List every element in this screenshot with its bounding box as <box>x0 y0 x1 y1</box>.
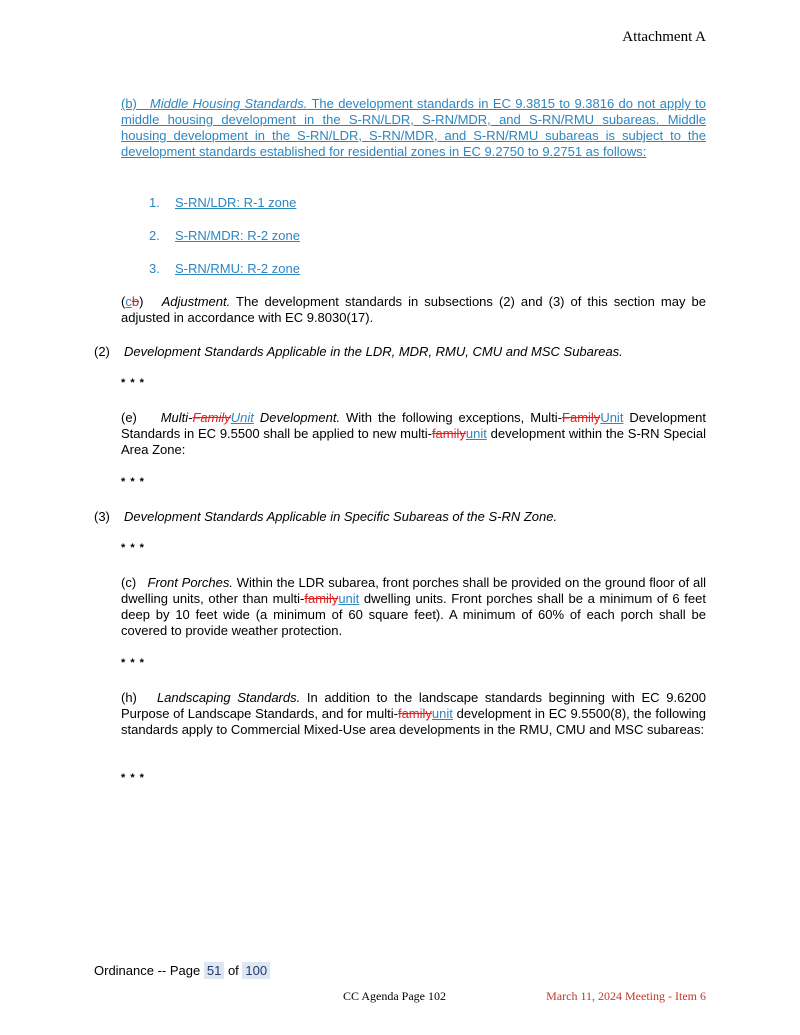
paragraph-h: (h) Landscaping Standards. In addition to the landscape standards beginning with EC 9.6200 Purpose of Landscape Standards, and for multi-familyunit development in EC 9.5500(8), the following standards apply to Commercial Mixed-Use area developments in the RMU, CMU and MSC subareas: <box>121 690 706 737</box>
attachment-label: Attachment A <box>622 29 706 45</box>
paragraph-c-adjustment: (cb) Adjustment. The development standards in subsections (2) and (3) of this section may be adjusted in accordance with EC 9.8030(17). <box>121 294 706 325</box>
paragraph-h-title: Landscaping Standards. <box>156 690 301 705</box>
list-item: 3. S-RN/RMU: R-2 zone <box>149 261 300 276</box>
paragraph-e-title: Multi-FamilyUnit Development. <box>160 410 341 425</box>
omission-stars: * * * <box>121 657 145 669</box>
paragraph-c-title: Adjustment. <box>161 294 231 309</box>
paragraph-b-title: Middle Housing Standards. <box>149 96 308 111</box>
omission-stars: * * * <box>121 772 145 784</box>
paragraph-b-text: The development standards in EC 9.3815 to 9.3816 do not apply to middle housing development in the S-RN/LDR, S-RN/MDR, and S-RN/RMU subareas. Middle housing development in the S-RN/LDR, S-RN/MDR, and S-RN/RMU subareas is subject to the development standards established for residential zones in EC 9.2750 to 9.2751 as follows: <box>121 96 706 159</box>
list-item: 2. S-RN/MDR: R-2 zone <box>149 228 300 243</box>
paragraph-b <box>121 96 706 160</box>
page-footer: Ordinance -- Page 51 of 100 <box>94 963 270 978</box>
omission-stars: * * * <box>121 542 145 554</box>
paragraph-c2-title: Front Porches. <box>147 575 233 590</box>
page-number: 51 <box>204 962 224 979</box>
paragraph-e: (e) Multi-FamilyUnit Development. With the following exceptions, Multi-FamilyUnit Development Standards in EC 9.5500 shall be applied to new multi-familyunit development within the S-RN Special Area Zone: <box>121 410 706 457</box>
paragraph-b-label: (b) <box>121 96 137 111</box>
section-3-heading: (3) Development Standards Applicable in Specific Subareas of the S-RN Zone. <box>94 509 558 524</box>
agenda-page: CC Agenda Page 102 <box>343 989 446 1003</box>
page-total: 100 <box>242 962 270 979</box>
omission-stars: * * * <box>121 377 145 389</box>
section-2-heading: (2) Development Standards Applicable in the LDR, MDR, RMU, CMU and MSC Subareas. <box>94 344 623 359</box>
meeting-info: March 11, 2024 Meeting - Item 6 <box>546 989 706 1003</box>
list-item: 1. S-RN/LDR: R-1 zone <box>149 195 297 210</box>
omission-stars: * * * <box>121 476 145 488</box>
paragraph-b-inserted <box>121 96 706 159</box>
paragraph-c-front-porches: (c) Front Porches. Within the LDR subarea, front porches shall be provided on the ground floor of all dwelling units, other than multi-familyunit dwelling units. Front porches shall be a minimum of 6 feet deep by 10 feet wide (a minimum of 60 square feet). A minimum of 60% of each porch shall be covered to provide weather protection. <box>121 575 706 638</box>
